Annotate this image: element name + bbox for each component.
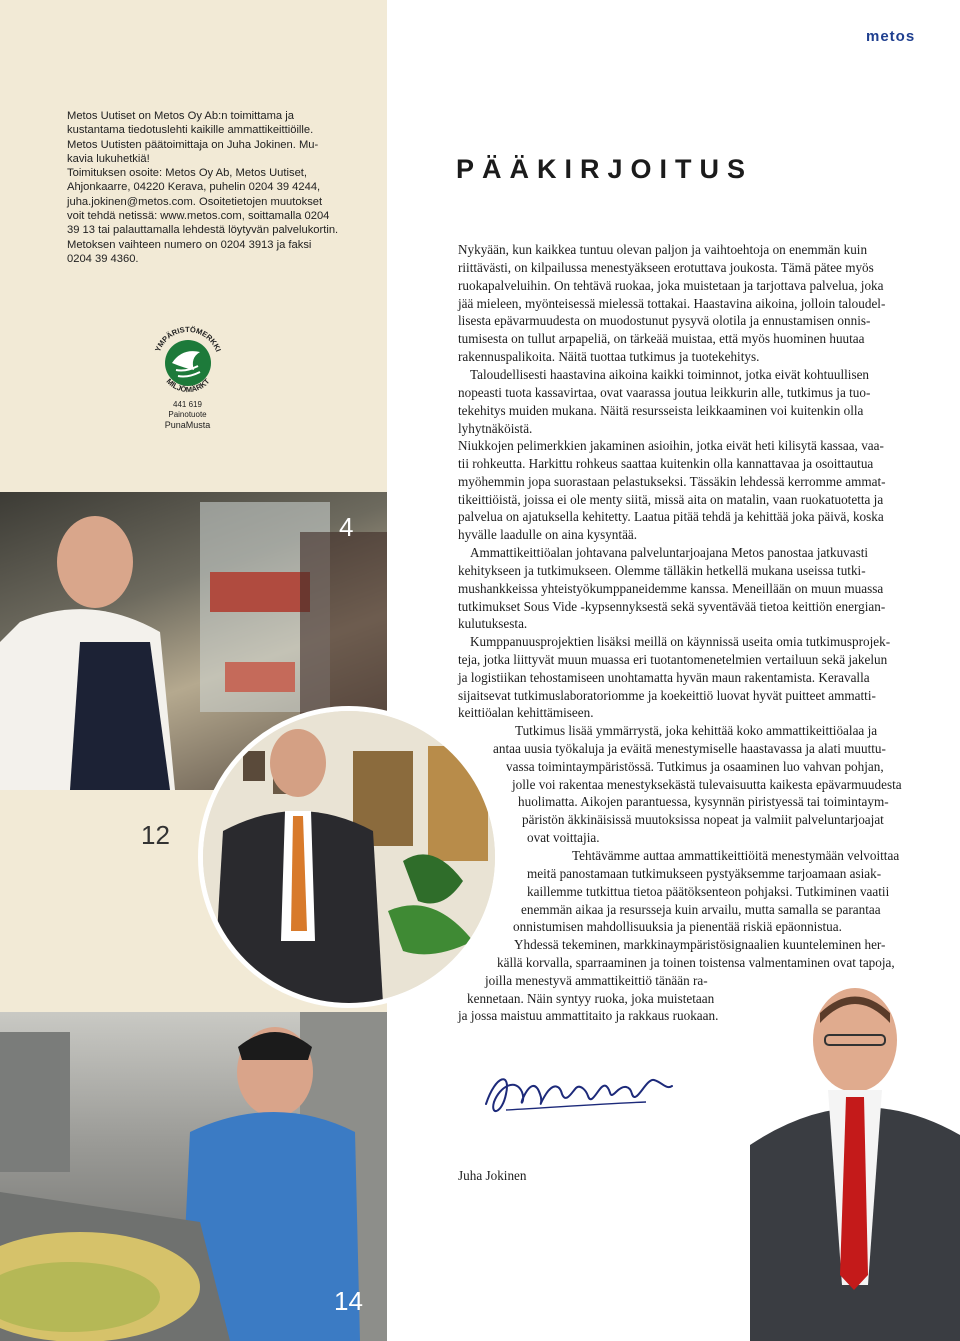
- imprint-line: 0204 39 4360.: [67, 252, 139, 265]
- text-line: vassa toimintaympäristössä. Tutkimus ja osaaminen luo vahvan pohjan,: [506, 758, 884, 774]
- metos-logo-text: metos: [866, 29, 916, 43]
- text-line: Yhdessä tekeminen, markkinaympäristösignaalien kuunteleminen her-: [514, 937, 886, 952]
- text-line: kaillemme tutkittua tietoa päätöksenteon pohjaksi. Tutkiminen vaatii: [527, 883, 890, 899]
- text-line: Nykyään, kun kaikkea tuntuu olevan paljon ja vaihtoehtoja on enemmän kuin: [458, 242, 868, 257]
- text-line: Kumppanuusprojektien lisäksi meillä on käynnissä useita omia tutkimusprojek-: [470, 634, 891, 649]
- swan-ecolabel-icon: [150, 318, 225, 400]
- article-paragraph: [458, 366, 924, 437]
- imprint-line: Toimituksen osoite: Metos Oy Ab, Metos Uutiset,: [67, 167, 308, 180]
- text-line: palvelua on ajatuksella kehitetty. Laatua pitää tehdä ja kehittää joka päivä, koska: [458, 509, 884, 525]
- text-line: mushankkeissa yhteistyökumppaneidemme kanssa. Meneillään on muun muassa: [458, 580, 884, 596]
- ecolabel-arc-top: YMPÄRISTÖMERKKI: [153, 324, 223, 354]
- text-line: tutkimukset Sous Vide -kypsennyksestä sekä syventävää tietoa keittiön energian-: [458, 598, 886, 614]
- text-line: antaa uusia työkaluja ja eväitä menestymiselle haastavassa ja alati muuttu-: [493, 740, 886, 756]
- imprint-line: 39 13 tai palauttamalla lehdestä löytyvän palvelukortin.: [67, 224, 339, 237]
- ecolabel: [150, 318, 225, 430]
- text-line: hyvälle laadulle on aina kysyntää.: [458, 527, 638, 543]
- text-line: Taloudellisesti haastavina aikoina kaikki toiminnot, jotka eivät kohtuullisen: [470, 367, 870, 382]
- handwritten-signature: [476, 1064, 681, 1124]
- text-line: tii rohkeutta. Harkittu rohkeus saattaa kuitenkin olla kannattavaa ja osoittautua: [458, 455, 874, 471]
- article-paragraph: [0, 847, 960, 936]
- text-line: rakennuspalikoita. Näitä tuottaa tutkimus ja tuotekehitys.: [458, 349, 760, 365]
- text-line: kennetaan. Näin syntyy ruoka, joka muistetaan: [467, 990, 715, 1006]
- article-paragraph: [0, 722, 960, 847]
- text-line: kulutuksesta.: [458, 616, 528, 632]
- text-line: ovat voittajia.: [527, 830, 600, 846]
- imprint-line: kavia lukuhetkiä!: [67, 152, 150, 165]
- chef-cooking-kettle-photo: [0, 1012, 387, 1341]
- text-line: lyhytnäköistä.: [458, 420, 533, 436]
- text-line: jolle voi rakentaa menestyksekästä tulevaisuutta kaikesta epävarmuudesta: [512, 776, 902, 792]
- text-line: ja jossa maistuu ammattitaito ja rakkaus ruokaan.: [458, 1008, 719, 1024]
- text-line: tekehitys muiden mukana. Näitä resursseista leikkaaminen voi kuitenkin olla: [458, 402, 864, 418]
- text-line: myöhemmin jopa suorastaan pelastukseksi. Tässäkin lehdessä kerromme ammat-: [458, 473, 886, 489]
- ecolabel-number: 441 619: [173, 400, 202, 409]
- text-line: Tutkimus lisää ymmärrystä, joka kehittää koko ammattikeittiöalaa ja: [515, 723, 878, 738]
- imprint-line: kustantama tiedotuslehti kaikille ammattikeittiöille.: [67, 124, 314, 137]
- page-ref-14: 14: [334, 1286, 363, 1316]
- text-line: tikeittiöistä, joissa ei ole menty siitä, missä aita on matalin, vaan ruokatuotetta ja: [458, 491, 884, 507]
- article-paragraph: [458, 633, 924, 722]
- text-line: tumisesta on tullut arpapeliä, on tärkeää muistaa, että myös huominen huutaa: [458, 331, 865, 347]
- text-line: onnistumisen mahdollisuuksia ja pienentää riskiä epäonnistua.: [513, 919, 842, 935]
- page-ref-12: 12: [141, 820, 170, 850]
- imprint-line: Metos Uutiset on Metos Oy Ab:n toimittama ja: [67, 110, 294, 122]
- ecolabel-arc-bottom: MILJÖMÄRKT: [164, 376, 212, 395]
- text-line: meitä panostamaan tutkimukseen pystyäksemme tarjoamaan asiak-: [527, 865, 882, 881]
- article-paragraph: [458, 437, 924, 544]
- text-line: päristön äkkinäisissä muutoksissa nopeat ja valmiit palveluntarjoajat: [522, 812, 884, 828]
- text-line: Tehtävämme auttaa ammattikeittiöitä menestymään velvoittaa: [572, 848, 900, 863]
- imprint-line[interactable]: juha.jokinen@metos.com. Osoitetietojen muutokset: [67, 195, 323, 208]
- page-ref-4: 4: [339, 512, 354, 542]
- ecolabel-printer: PunaMusta: [164, 420, 211, 430]
- text-line: lisesta epävarmuudesta on muodostunut pysyvä olotila ja ennustamisen onnis-: [458, 313, 871, 329]
- text-line: Ammattikeittiöalan johtavana palveluntarjoajana Metos panostaa jatkuvasti: [470, 545, 869, 560]
- signature-name: Juha Jokinen: [458, 1168, 527, 1183]
- metos-logo[interactable]: [866, 29, 938, 43]
- ecolabel-product: Painotuote: [168, 410, 207, 419]
- text-line: huolimatta. Aikojen parantuessa, kysynnän piristyessä tai toimintaym-: [518, 794, 889, 810]
- article-paragraph: [458, 241, 924, 366]
- imprint-box: [67, 109, 339, 266]
- text-line: ruokapalveluihin. On tehtävä ruokaa, joka muistetaan ja tarjottava palvelua, joka: [458, 277, 884, 293]
- text-line: keittiöalan kehittämiseen.: [458, 705, 594, 721]
- article-paragraph: [458, 544, 924, 633]
- text-line: jää mieleen, myönteisessä mielessä tottakai. Haastavina aikoina, jolloin taloudel-: [458, 295, 886, 311]
- text-line: kehitykseen ja tutkimukseen. Olemme tälläkin hetkellä mukana useissa tutki-: [458, 562, 866, 578]
- imprint-line[interactable]: voit tehdä netissä: www.metos.com, soittamalla 0204: [67, 210, 330, 223]
- text-line: sijaitsevat tutkimuslaboratoriomme ja koekeittiö luovat hyvät puitteet ammatti-: [458, 687, 876, 703]
- text-line: ja logistiikan tehostamiseen unohtamatta hyvän maun rakentamista. Keravalla: [458, 669, 870, 685]
- author-portrait-photo: [750, 985, 960, 1341]
- text-line: riittävästi, on kilpailussa menestyäkseen erotuttava joukosta. Tämä pätee myös: [458, 259, 874, 275]
- page-title: PÄÄKIRJOITUS: [456, 154, 754, 184]
- text-line: teja, jotka liittyvät muun muassa eri tuotantomenetelmien vertailuun sekä jakelun: [458, 651, 888, 667]
- text-line: källä korvalla, sparraaminen ja toinen toistensa valmentaminen ovat tapoja,: [497, 954, 895, 970]
- imprint-line: Ahjonkaarre, 04220 Kerava, puhelin 0204 39 4244,: [67, 181, 321, 194]
- text-line: Niukkojen pelimerkkien jakaminen asioihin, jotka eivät heti kilisytä kassaa, vaa-: [458, 438, 884, 453]
- text-line: joilla menestyvä ammattikeittiö tänään ra-: [485, 972, 708, 988]
- imprint-line: Metoksen vaihteen numero on 0204 3913 ja faksi: [67, 238, 312, 251]
- text-line: nopeasti tuota kassavirtaa, ovat vaarassa joutua leikkurin alle, tutkimus ja tuo-: [458, 384, 871, 400]
- imprint-line: Metos Uutisten päätoimittaja on Juha Jokinen. Mu-: [67, 138, 319, 151]
- text-line: enemmän aikaa ja resursseja kuin arvailu, mutta samalla se parantaa: [521, 901, 881, 917]
